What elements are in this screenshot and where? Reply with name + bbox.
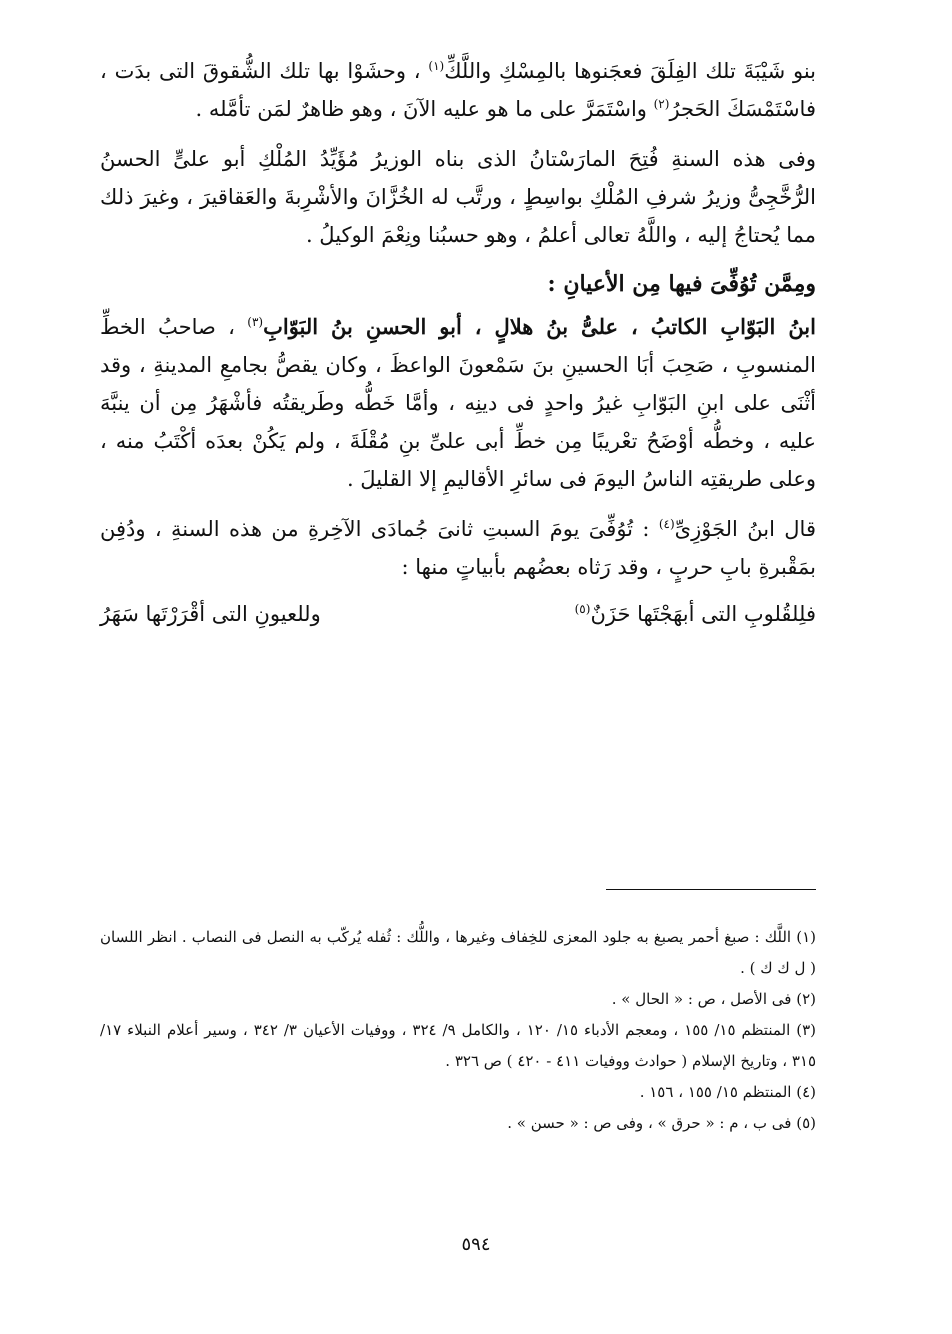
paragraph-2: وفى هذه السنةِ فُتِحَ المارَسْتانُ الذى بناه الوزيرُ مُؤَيِّدُ المُلْكِ أبو علىٍّ الحسنُ الرُّخَّجِىُّ وزيرُ شرفِ المُلْكِ بواسِطٍ ، ورتَّب له الخُزَّانَ والأشْرِبةَ والعَقاقيرَ ، وغيرَ ذلك مما يُحتاجُ إليه ، واللَّهُ تعالى أعلمُ ، وهو حسبُنا ونِعْمَ الوكيلُ . — [100, 147, 816, 247]
footnote-3: (٣) المنتظم ١٥/ ١٥٥ ، ومعجم الأدباء ١٥/ ١٢٠ ، والكامل ٩/ ٣٢٤ ، ووفيات الأعيان ٣/ ٣٤٢ ، وسير أعلام النبلاء ١٧/ ٣١٥ ، وتاريخ الإسلام ( حوادث ووفيات ٤١١ - ٤٢٠ ) ص ٣٢٦ . — [100, 1021, 817, 1070]
footnote-ref-2[interactable]: (٢) — [653, 97, 670, 111]
footnote-ref-3[interactable]: (٣) — [247, 315, 264, 329]
footnote-ref-1[interactable]: (١) — [428, 59, 445, 73]
paragraph-4-text-b: : تُوُفِّىَ يومَ السبتِ ثانىَ جُمادَى الآخِرةِ من هذه السنةِ ، ودُفِن بمَقْبرةِ بابِ حربٍ ، وقد رَثاه بعضُهم بأبياتٍ منها : — [100, 517, 816, 579]
verse-first-hemistich — [575, 594, 816, 634]
paragraph-1-text-c: واسْتَمَرَّ على ما هو عليه الآنَ ، وهو ظاهرٌ لمَن تأمَّله . — [195, 97, 647, 121]
footnote-divider — [606, 889, 816, 890]
paragraph-4 — [100, 510, 816, 586]
footnote-ref-4[interactable]: (٤) — [658, 517, 675, 531]
main-text — [100, 52, 816, 634]
paragraph-3 — [100, 308, 816, 498]
footnote-2: (٢) فى الأصل ، ص : « الحال » . — [611, 990, 816, 1008]
biography-name: ابنُ البَوّابِ الكاتبُ ، علىُّ بنُ هلالٍ ، أبو الحسنِ بنُ البَوّابِ — [263, 314, 816, 339]
page-number: ٥٩٤ — [461, 1234, 491, 1255]
poem-verse — [100, 594, 816, 634]
footnote-1: (١) اللَّك : صبغ أحمر يصبغ به جلود المعزى للخِفاف وغيرها ، واللُّك : ثُفله يُركّب به النصل فى النصاب . انظر اللسان ( ل ك ك ) . — [100, 928, 816, 977]
paragraph-1-text-b: ، وحشَوْا بها تلك الشُّقوقَ التى بدَت ، فاسْتَمْسَكَ الحَجرُ — [100, 59, 816, 121]
footnote-5: (٥) فى ب ، م : « حرق » ، وفى ص : « حسن » . — [507, 1114, 816, 1132]
paragraph-4-text-a: قال ابنُ الجَوْزِىِّ — [674, 517, 816, 541]
paragraph-1 — [100, 52, 816, 128]
footnote-ref-5[interactable]: (٥) — [574, 602, 591, 616]
footnotes — [100, 922, 816, 1139]
verse-first-text: فلِلقُلوبِ التى أبهَجْتَها حَزَنٌ — [590, 602, 816, 626]
footnote-4: (٤) المنتظم ١٥/ ١٥٥ ، ١٥٦ . — [639, 1083, 816, 1101]
section-heading: ومِمَّن تُوُفِّىَ فيها مِن الأعيانِ : — [547, 271, 816, 297]
paragraph-3-text: ، صاحبُ الخطِّ المنسوبِ ، صَحِبَ أبَا الحسينِ بنَ سَمْعونَ الواعظَ ، وكان يقصُّ بجامعِ المدينةِ ، وقد أثْنَى على ابنِ البَوّابِ غيرُ واحدٍ فى دينِه ، وأمَّا خَطُّه وطَريقتُه فأشْهَرُ مِن أن ينبَّهَ عليه ، وخطُّه أوْضَحُ تعْريبًا مِن خطِّ أبى علىِّ بنِ مُقْلَةَ ، ولم يَكُنْ بعدَه أكْتَبُ منه ، وعلى طريقتِه الناسُ اليومَ فى سائرِ الأقاليمِ إلا القليلَ . — [100, 315, 816, 491]
verse-second-hemistich: وللعيونِ التى أقْرَرْتَها سَهَرُ — [100, 602, 321, 626]
paragraph-1-text-a: بنو شَيْبَةَ تلك الفِلَقَ فعجَنوها بالمِسْكِ واللَّكِّ — [444, 59, 816, 83]
